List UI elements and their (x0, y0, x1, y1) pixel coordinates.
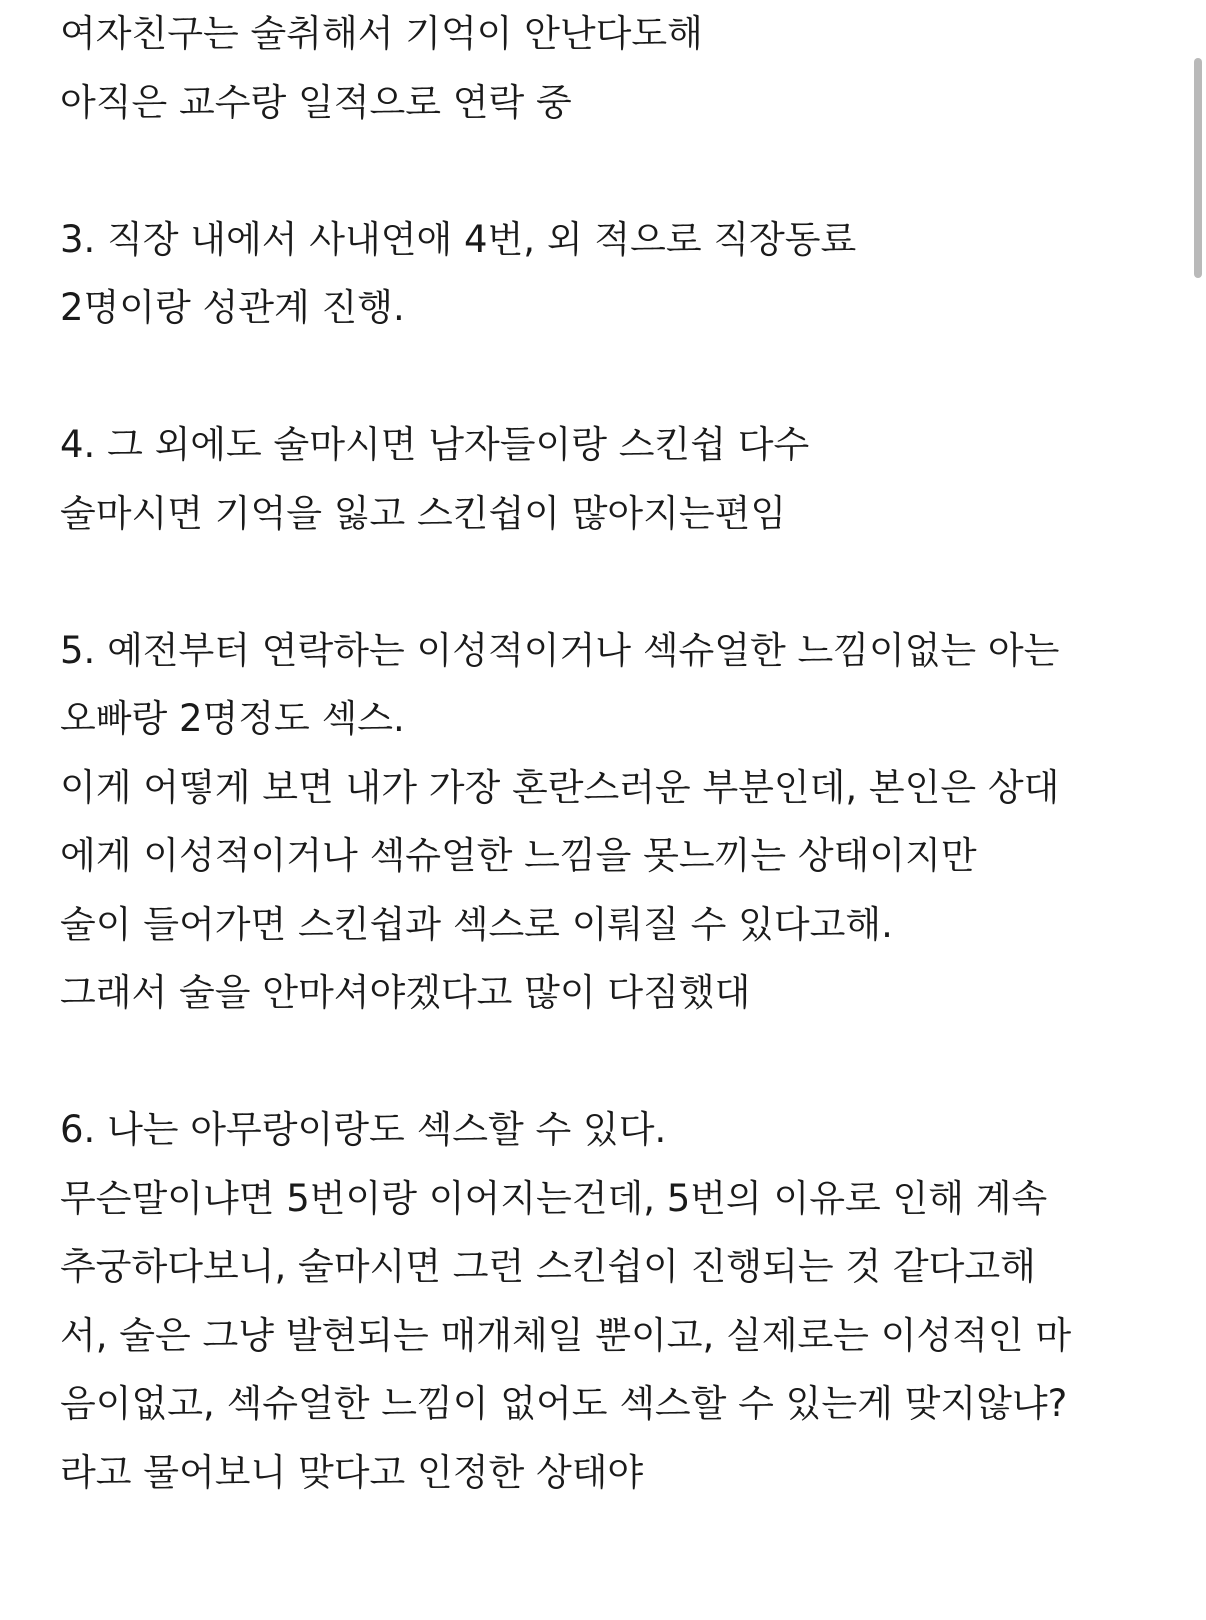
paragraph-gap (60, 137, 1146, 206)
body-line: 3. 직장 내에서 사내연애 4번, 외 적으로 직장동료 (60, 217, 857, 261)
body-line: 오빠랑 2명정도 섹스. (60, 697, 405, 740)
post-body (60, 0, 1146, 1507)
body-line: 술이 들어가면 스킨쉽과 섹스로 이뤄질 수 있다고해. (60, 902, 893, 946)
paragraph-gap (60, 343, 1146, 412)
body-line: 아직은 교수랑 일적으로 연락 중 (60, 80, 572, 124)
body-line: 에게 이성적이거나 섹슈얼한 느낌을 못느끼는 상태이지만 (60, 834, 977, 877)
body-line: 라고 물어보니 맞다고 인정한 상태야 (60, 1450, 644, 1494)
body-line: 음이없고, 섹슈얼한 느낌이 없어도 섹스할 수 있는게 맞지않냐? (60, 1382, 1068, 1425)
body-line: 6. 나는 아무랑이랑도 섹스할 수 있다. (60, 1108, 667, 1151)
body-line: 그래서 술을 안마셔야겠다고 많이 다짐했대 (60, 971, 751, 1014)
body-line: 여자친구는 술취해서 기억이 안난다도해 (60, 12, 703, 55)
body-line: 무슨말이냐면 5번이랑 이어지는건데, 5번의 이유로 인해 계속 (60, 1176, 1048, 1220)
paragraph-gap (60, 548, 1146, 617)
scrollbar-thumb[interactable] (1194, 58, 1202, 278)
body-line: 서, 술은 그냥 발현되는 매개체일 뿐이고, 실제로는 이성적인 마 (60, 1313, 1072, 1357)
body-line: 이게 어떻게 보면 내가 가장 혼란스러운 부분인데, 본인은 상대 (60, 765, 1060, 809)
paragraph-gap (60, 1028, 1146, 1097)
body-line: 5. 예전부터 연락하는 이성적이거나 섹슈얼한 느낌이없는 아는 (60, 628, 1060, 672)
body-line: 추궁하다보니, 술마시면 그런 스킨쉽이 진행되는 것 같다고해 (60, 1245, 1036, 1288)
body-line: 4. 그 외에도 술마시면 남자들이랑 스킨쉽 다수 (60, 423, 810, 466)
body-line: 2명이랑 성관계 진행. (60, 286, 405, 329)
body-line: 술마시면 기억을 잃고 스킨쉽이 많아지는편임 (60, 491, 787, 535)
